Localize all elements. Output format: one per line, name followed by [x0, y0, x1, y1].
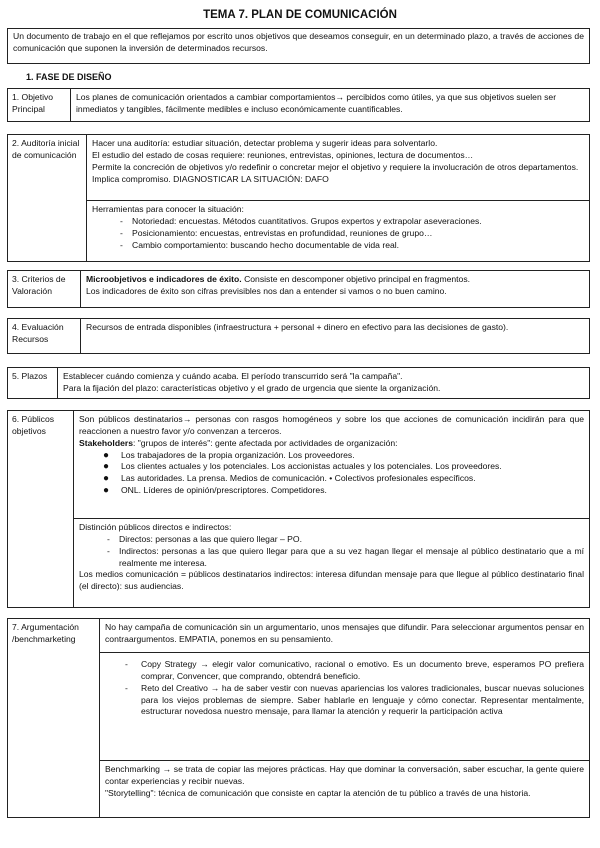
audit-text: [87, 135, 589, 200]
storytelling-text: "Storytelling": técnica de comunicación que consiste en captar la atención de tu público a través de una historia.: [105, 787, 531, 798]
section-content: [74, 411, 589, 607]
section-label: 6. Públicos objetivos: [8, 411, 74, 607]
dist-item: - Indirectos: personas a las que quiero llegar para que a su vez hagan llegar el mensaje al público destinatario que a mí realmente me interesa.: [107, 545, 584, 568]
arg-item: - Copy Strategy → elegir valor comunicativo, racional o emotivo. Es un documento breve, esperamos PO prefiera comprar, Convencer, que comprando, obtendrá beneficio.: [125, 659, 584, 681]
stakeholder-item: ● Los clientes actuales y los potenciales. Los accionistas actuales y los potenciales. Los proveedores.: [103, 461, 502, 473]
page-title: TEMA 7. PLAN DE COMUNICACIÓN: [203, 9, 397, 21]
arg-bench: [100, 760, 589, 803]
dash-marker: -: [125, 682, 128, 693]
dash-marker: -: [120, 227, 123, 238]
stakeholder-item: ● Los trabajadores de la propia organización. Los proveedores.: [103, 449, 355, 461]
dist-title: Distinción públicos directos e indirectos:: [79, 522, 232, 532]
audit-line: Hacer una auditoría: estudiar situación, detectar problema y sugerir ideas para solventarlo.: [92, 138, 438, 148]
audit-tools: [87, 200, 589, 254]
section-label: 1. Objetivo Principal: [8, 89, 71, 121]
dash-marker: -: [107, 533, 110, 544]
audit-line: El estudio del estado de cosas requiere: reuniones, entrevistas, opiniones, lectura de documentos…: [92, 149, 474, 160]
stakeholder-item: ● Las autoridades. La prensa. Medios de comunicación. • Colectivos profesionales específicos.: [103, 473, 476, 485]
audit-line: Permite la concreción de objetivos y/o redefinir o concretar mejor el objetivo y requiere la involucración de otros departamentos. Implica compromiso. DIAGNOSTICAR LA SITUACIÓN: DAFO: [92, 161, 579, 184]
dash-marker: -: [120, 239, 123, 250]
tool-item: - Notoriedad: encuestas. Métodos cuantitativos. Grupos expertos y extrapolar aseveraciones.: [120, 215, 482, 226]
section-publicos: [7, 410, 590, 608]
bullet-marker: ●: [103, 449, 110, 461]
tool-item: - Cambio comportamiento: buscando hecho documentable de vida real.: [120, 239, 400, 250]
section-label: 3. Criterios de Valoración: [8, 271, 81, 307]
dash-marker: -: [125, 659, 128, 669]
dash-marker: -: [107, 545, 110, 556]
section-label: 7. Argumentación /benchmarketing: [8, 619, 100, 817]
section-label: 5. Plazos: [8, 368, 58, 398]
section-evaluacion: [7, 318, 590, 354]
section-plazos: [7, 367, 590, 399]
section-argumentacion: [7, 618, 590, 818]
plazos-line: Establecer cuándo comienza y cuándo acaba. El período transcurrido será "la campaña".: [63, 371, 403, 381]
section-content: [87, 135, 589, 261]
media-text: Los medios comunicación = públicos destinatarios indirectos: interesa difundan mensaje para que llegue al público destinatario final (el directo): sus audiencias.: [79, 569, 584, 592]
bullet-marker: ●: [103, 461, 110, 473]
arg-items: [100, 652, 589, 760]
section-content: [100, 619, 589, 817]
tools-title: Herramientas para conocer la situación:: [92, 204, 244, 214]
criterios-line: Los indicadores de éxito son cifras previsibles nos dan a entender si vamos o no buen camino.: [86, 285, 447, 296]
section-content: Recursos de entrada disponibles (infraestructura + personal + dinero en efectivo para las decisiones de gasto).: [86, 322, 509, 332]
dash-marker: -: [120, 215, 123, 226]
bullet-marker: ●: [103, 473, 110, 485]
publicos-text: Son públicos destinatarios→ personas con rasgos homogéneos y sobre los que acciones de comunicación incidirán para que reaccionen a nuestro favor y/o convenzan a terceros.: [79, 414, 584, 436]
phase-heading: 1. FASE DE DISEÑO: [26, 72, 112, 82]
section-objetivo: [7, 88, 590, 122]
arg-item: - Reto del Creativo → ha de saber vestir con nuevas apariencias los valores tradicionales, buscar nuevas soluciones para los viejos problemas de siempre. Saber hablarle en lenguaje y cómo conectar. Representar mentalmente, estructurar novedosa nuestro mensaje, para llamar la atención y requerir la participación activa: [125, 682, 584, 717]
plazos-line: Para la fijación del plazo: características objetivo y el grado de urgencia que siente la organización.: [63, 382, 441, 393]
section-criterios: [7, 270, 590, 308]
bullet-marker: ●: [103, 485, 110, 497]
section-content: [58, 368, 589, 398]
section-label: 4. Evaluación Recursos: [8, 319, 81, 353]
criterios-line: Microobjetivos e indicadores de éxito. Consiste en descomponer objetivo principal en fragmentos.: [86, 274, 471, 284]
publicos-distincion: [74, 518, 589, 596]
intro-box: Un documento de trabajo en el que reflejamos por escrito unos objetivos que deseamos conseguir, en un determinado plazo, a través de acciones de comunicación que suponen la inversión de determinados recursos.: [7, 28, 590, 64]
benchmarking-text: Benchmarking → se trata de copiar las mejores prácticas. Hay que dominar la conversación, saber escuchar, la gente quiere contar experiencias y recibir nuevas.: [105, 764, 584, 786]
publicos-intro: [74, 411, 589, 518]
dist-item: - Directos: personas a las que quiero llegar – PO.: [107, 533, 302, 544]
tool-item: - Posicionamiento: encuestas, entrevistas en profundidad, reuniones de grupo…: [120, 227, 433, 238]
stakeholders-line: Stakeholders: "grupos de interés": gente afectada por actividades de organización:: [79, 437, 398, 448]
arg-text: No hay campaña de comunicación sin un argumentario, unos mensajes que difundir. Para seleccionar argumentos pensar en contraargumentos. EMPATIA, ponemos en su pensamiento.: [105, 622, 584, 644]
section-auditoria: [7, 134, 590, 262]
section-label: 2. Auditoría inicial de comunicación: [8, 135, 87, 261]
stakeholder-item: ● ONL. Líderes de opinión/prescriptores. Competidores.: [103, 485, 327, 497]
section-content: [81, 271, 589, 307]
section-content: Los planes de comunicación orientados a cambiar comportamientos→ percibidos como útiles, ya que sus objetivos suelen ser inmediatos y tangibles, fácilmente medibles e incluso económicamente cuantificables.: [76, 92, 557, 114]
